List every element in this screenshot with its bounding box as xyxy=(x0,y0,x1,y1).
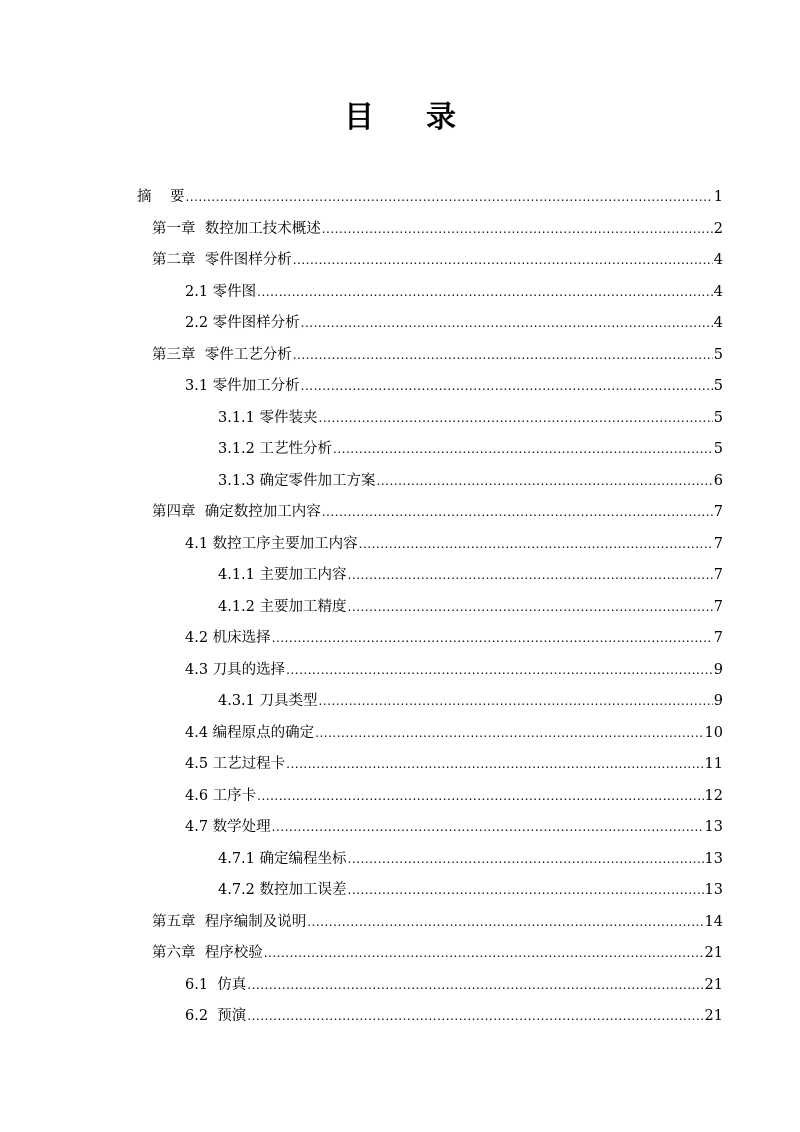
toc-entry[interactable] xyxy=(0,373,800,405)
toc-dot-leader xyxy=(301,373,713,399)
toc-entry[interactable] xyxy=(0,688,800,720)
toc-entry[interactable] xyxy=(0,216,800,248)
toc-entry-label: 第五章 程序编制及说明 xyxy=(152,913,307,930)
toc-entry-label: 4.1.1 主要加工内容 xyxy=(218,567,347,583)
toc-entry[interactable] xyxy=(0,940,800,972)
toc-entry[interactable] xyxy=(0,720,800,752)
toc-dot-leader xyxy=(301,310,713,336)
toc-entry-page-number: 2 xyxy=(713,220,723,237)
toc-dot-leader xyxy=(348,562,713,588)
toc-entry-label: 6.1 仿真 xyxy=(185,976,247,993)
toc-entry-label: 4.3.1 刀具类型 xyxy=(218,693,318,709)
toc-entry-label: 4.5 工艺过程卡 xyxy=(185,756,286,772)
toc-entry[interactable] xyxy=(0,499,800,531)
toc-dot-leader xyxy=(348,877,704,903)
toc-entry[interactable] xyxy=(0,531,800,563)
toc-entry-label: 2.2 零件图样分析 xyxy=(185,315,300,331)
toc-entry-page-number: 4 xyxy=(713,283,723,300)
toc-dot-leader xyxy=(319,405,713,431)
toc-entry-page-number: 9 xyxy=(713,661,723,678)
toc-dot-leader xyxy=(377,468,713,494)
toc-entry[interactable] xyxy=(0,1003,800,1035)
toc-entry-page-number: 9 xyxy=(713,693,723,709)
toc-dot-leader xyxy=(286,657,713,683)
toc-dot-leader xyxy=(315,720,703,746)
toc-entry-label: 第六章 程序校验 xyxy=(152,945,263,961)
toc-entry[interactable] xyxy=(0,877,800,909)
toc-dot-leader xyxy=(348,846,704,872)
toc-entry-page-number: 5 xyxy=(713,346,723,363)
toc-entry-page-number: 7 xyxy=(713,567,723,583)
toc-title-char-1: 目 xyxy=(344,100,374,135)
toc-entry-label: 4.7.2 数控加工误差 xyxy=(218,882,347,898)
toc-entry[interactable] xyxy=(0,625,800,657)
toc-entry-page-number: 21 xyxy=(704,945,723,961)
toc-entry[interactable] xyxy=(0,405,800,437)
toc-entry[interactable] xyxy=(0,342,800,374)
toc-entry[interactable] xyxy=(0,247,800,279)
toc-entry-page-number: 13 xyxy=(704,882,723,898)
toc-dot-leader xyxy=(322,499,713,525)
toc-dot-leader xyxy=(185,184,712,210)
toc-dot-leader xyxy=(333,436,713,462)
toc-title-char-2: 录 xyxy=(426,100,456,135)
toc-dot-leader xyxy=(348,594,713,620)
toc-entry-label: 4.4 编程原点的确定 xyxy=(185,724,315,741)
toc-dot-leader xyxy=(272,814,704,840)
toc-entry[interactable] xyxy=(0,562,800,594)
toc-entry-page-number: 7 xyxy=(713,535,723,552)
toc-entry-label: 4.3 刀具的选择 xyxy=(185,661,286,678)
toc-entry-page-number: 6 xyxy=(713,472,723,489)
toc-entry-label: 第四章 确定数控加工内容 xyxy=(152,504,321,520)
toc-entry-page-number: 21 xyxy=(704,976,723,993)
toc-entry-page-number: 14 xyxy=(704,913,723,930)
toc-entry-page-number: 12 xyxy=(704,787,723,804)
toc-entry-label: 3.1 零件加工分析 xyxy=(185,378,300,394)
toc-entry-page-number: 13 xyxy=(704,850,723,867)
toc-dot-leader xyxy=(319,688,713,714)
toc-entry[interactable] xyxy=(0,436,800,468)
toc-title xyxy=(0,98,800,138)
toc-entry[interactable] xyxy=(0,468,800,500)
toc-entry-page-number: 21 xyxy=(704,1008,723,1024)
toc-entry-label: 4.7 数学处理 xyxy=(185,819,271,835)
toc-dot-leader xyxy=(247,972,703,998)
toc-entry-page-number: 7 xyxy=(713,504,723,520)
toc-entry-page-number: 7 xyxy=(713,630,723,646)
toc-entry[interactable] xyxy=(0,657,800,689)
toc-dot-leader xyxy=(293,247,713,273)
toc-dot-leader xyxy=(322,216,713,242)
toc-entry-label: 3.1.3 确定零件加工方案 xyxy=(218,472,376,489)
toc-dot-leader xyxy=(272,625,713,651)
toc-entry[interactable] xyxy=(0,783,800,815)
toc-entry-page-number: 7 xyxy=(713,598,723,615)
toc-dot-leader xyxy=(293,342,713,368)
toc-dot-leader xyxy=(247,1003,703,1029)
toc-entry-label: 4.6 工序卡 xyxy=(185,787,257,804)
toc-dot-leader xyxy=(359,531,713,557)
toc-dot-leader xyxy=(257,783,703,809)
toc-entry[interactable] xyxy=(0,846,800,878)
toc-entry-label: 4.2 机床选择 xyxy=(185,630,271,646)
toc-entry-label: 第二章 零件图样分析 xyxy=(152,252,292,268)
toc-entry-page-number: 5 xyxy=(713,378,723,394)
toc-entry-label: 第一章 数控加工技术概述 xyxy=(152,220,321,237)
toc-entry[interactable] xyxy=(0,594,800,626)
toc-dot-leader xyxy=(307,909,703,935)
toc-entry[interactable] xyxy=(0,814,800,846)
toc-entry-page-number: 13 xyxy=(704,819,723,835)
toc-entry-page-number: 10 xyxy=(704,724,723,741)
toc-dot-leader xyxy=(257,279,713,305)
toc-entry-label: 摘 要 xyxy=(137,189,185,205)
toc-dot-leader xyxy=(286,751,703,777)
toc-entry-label: 3.1.2 工艺性分析 xyxy=(218,441,333,457)
toc-entry-page-number: 5 xyxy=(713,409,723,426)
toc-entry-label: 6.2 预演 xyxy=(185,1008,247,1024)
toc-entry-label: 4.7.1 确定编程坐标 xyxy=(218,850,347,867)
toc-entry-page-number: 11 xyxy=(704,756,723,772)
toc-entry-label: 第三章 零件工艺分析 xyxy=(152,346,292,363)
toc-entry-label: 4.1 数控工序主要加工内容 xyxy=(185,535,358,552)
toc-entry[interactable] xyxy=(0,972,800,1004)
toc-entry-page-number: 4 xyxy=(713,252,723,268)
toc-entry-page-number: 4 xyxy=(713,315,723,331)
toc-dot-leader xyxy=(264,940,704,966)
toc-entry[interactable] xyxy=(0,751,800,783)
toc-entry[interactable] xyxy=(0,909,800,941)
toc-entry[interactable] xyxy=(0,310,800,342)
toc-entry[interactable] xyxy=(0,184,800,216)
toc-entry-label: 2.1 零件图 xyxy=(185,283,257,300)
toc-entry-label: 4.1.2 主要加工精度 xyxy=(218,598,347,615)
toc-entry-label: 3.1.1 零件装夹 xyxy=(218,409,318,426)
toc-entry-page-number: 5 xyxy=(713,441,723,457)
toc-entry[interactable] xyxy=(0,279,800,311)
toc-list xyxy=(0,184,800,1035)
toc-entry-page-number: 1 xyxy=(713,189,723,205)
